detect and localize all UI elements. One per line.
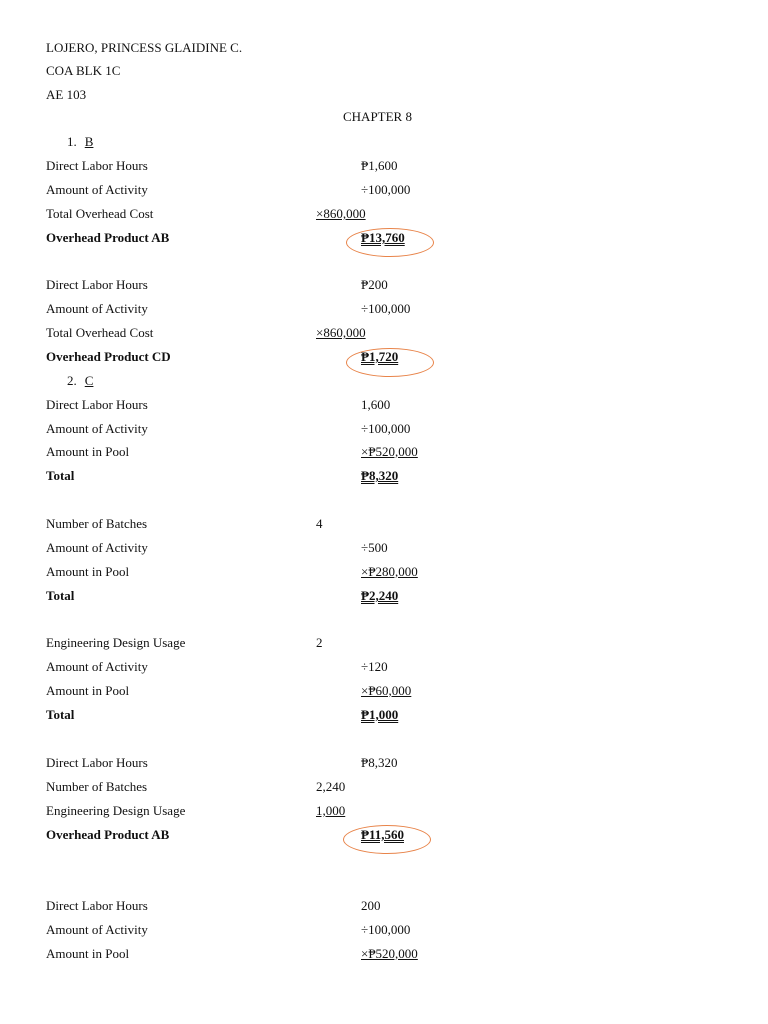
question-2-heading [67,373,93,389]
row-value: 4 [316,516,323,531]
row-value: ÷500 [361,540,388,555]
calc-row [46,946,746,966]
calc-row [46,755,746,775]
row-value: ₱2,240 [361,588,399,603]
row-label: Direct Labor Hours [46,158,148,173]
row-label: Overhead Product CD [46,349,171,364]
row-label: Amount of Activity [46,659,148,674]
row-label: Amount of Activity [46,421,148,436]
row-label: Direct Labor Hours [46,898,148,913]
question-number: 2. [67,373,77,388]
row-label: Number of Batches [46,779,148,794]
row-label: Direct Labor Hours [46,277,148,292]
row-label: Amount in Pool [46,444,130,459]
course-code: AE 103 [46,87,87,102]
calc-row [46,898,746,918]
row-label: Amount in Pool [46,564,130,579]
calc-row [46,540,746,560]
row-value: ×₱60,000 [361,683,412,698]
row-label: Total [46,588,75,603]
row-value: ×860,000 [316,206,366,221]
row-value: ÷120 [361,659,388,674]
row-label: Total Overhead Cost [46,325,154,340]
student-name: LOJERO, PRINCESS GLAIDINE C. [46,40,243,55]
calc-row [46,659,746,679]
calc-row [46,325,746,345]
calc-row [46,922,746,942]
question-number: 1. [67,134,77,149]
calc-row-result [46,468,746,488]
row-value: 2,240 [316,779,346,794]
answer-circle [343,825,431,854]
class-section: COA BLK 1C [46,63,121,78]
question-answer: C [84,373,94,388]
row-value: ÷100,000 [361,421,411,436]
row-value: ₱8,320 [361,468,399,483]
row-label: Engineering Design Usage [46,635,186,650]
calc-row [46,516,746,536]
row-value: ₱13,760 [361,230,405,245]
row-value: ×₱520,000 [361,946,418,961]
answer-circle [346,228,434,257]
question-1-heading [67,134,93,150]
row-label: Number of Batches [46,516,148,531]
row-label: Direct Labor Hours [46,397,148,412]
row-value: ₱1,600 [361,158,398,173]
row-label: Total Overhead Cost [46,206,154,221]
row-label: Direct Labor Hours [46,755,148,770]
row-label: Amount of Activity [46,182,148,197]
row-value: 2 [316,635,323,650]
row-label: Amount of Activity [46,540,148,555]
row-label: Overhead Product AB [46,230,170,245]
row-value: ₱1,720 [361,349,399,364]
calc-row [46,421,746,441]
calc-row [46,564,746,584]
row-value: ₱8,320 [361,755,398,770]
row-label: Overhead Product AB [46,827,170,842]
row-label: Amount of Activity [46,922,148,937]
calc-row [46,277,746,297]
row-label: Engineering Design Usage [46,803,186,818]
row-value: 1,600 [361,397,391,412]
row-value: 200 [361,898,381,913]
calc-row [46,683,746,703]
calc-row [46,803,746,823]
row-label: Amount in Pool [46,683,130,698]
row-value: ÷100,000 [361,182,411,197]
row-label: Total [46,707,75,722]
calc-row [46,158,746,178]
row-label: Amount of Activity [46,301,148,316]
calc-row [46,779,746,799]
question-answer: B [84,134,94,149]
calc-row-result [46,707,746,727]
answer-circle [346,348,434,377]
row-value: ÷100,000 [361,922,411,937]
row-value: ₱11,560 [361,827,404,842]
row-value: ₱1,000 [361,707,399,722]
calc-row [46,635,746,655]
row-label: Amount in Pool [46,946,130,961]
row-value: ×₱280,000 [361,564,418,579]
row-value: ×860,000 [316,325,366,340]
chapter-title: CHAPTER 8 [343,109,412,124]
calc-row-result [46,588,746,608]
row-label: Total [46,468,75,483]
calc-row [46,397,746,417]
calc-row [46,444,746,464]
calc-row [46,206,746,226]
calc-row [46,182,746,202]
calc-row [46,301,746,321]
row-value: 1,000 [316,803,346,818]
row-value: ×₱520,000 [361,444,418,459]
row-value: ₱200 [361,277,388,292]
row-value: ÷100,000 [361,301,411,316]
